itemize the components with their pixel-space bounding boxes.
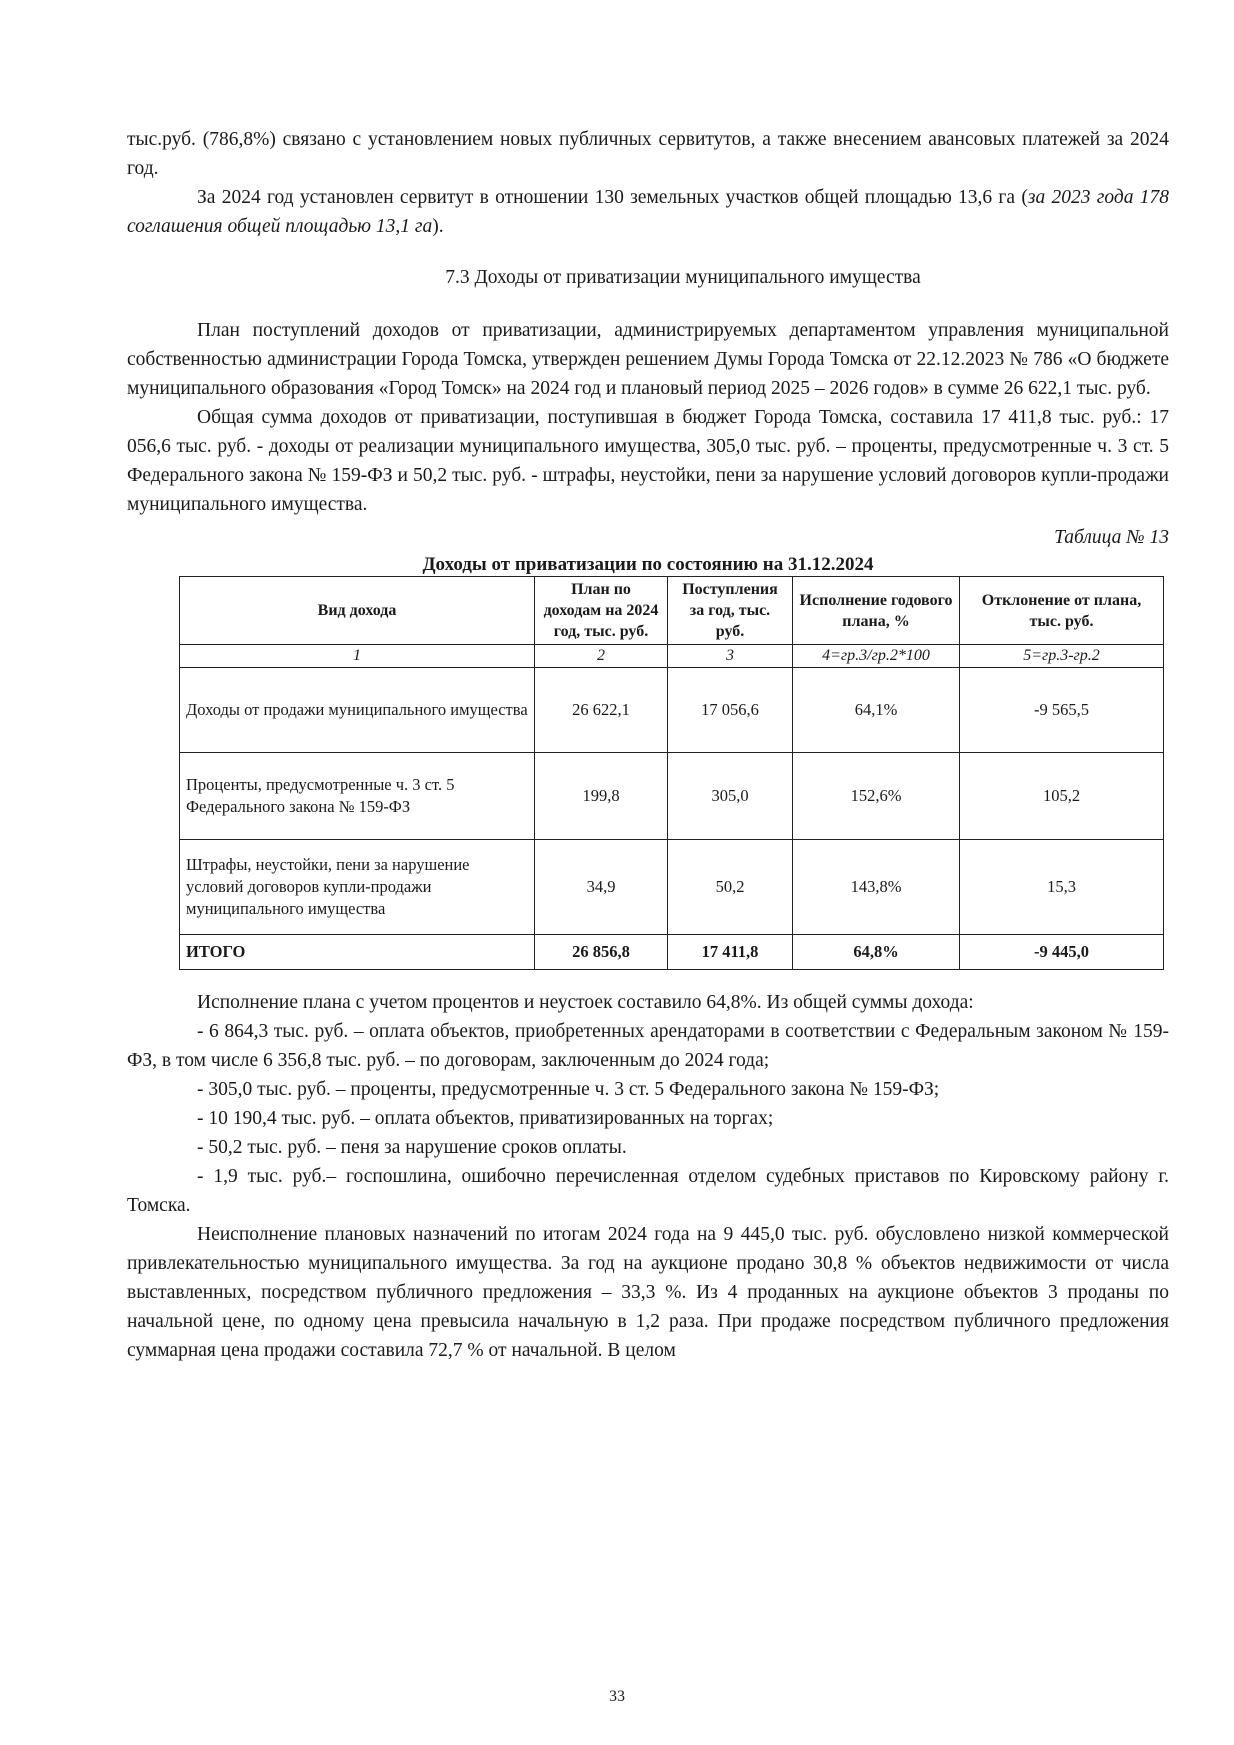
document-page [127,125,1169,1365]
row-plan: 199,8 [535,753,668,840]
row-name: Доходы от продажи муниципального имущества [180,668,535,753]
breakdown-item: - 1,9 тыс. руб.– госпошлина, ошибочно перечисленная отделом судебных приставов по Кировскому району г. Томска. [127,1166,1169,1216]
table-total-row [180,935,1164,970]
servitude-text: За 2024 год установлен сервитут в отношении 130 земельных участков общей площадью 13,6 га ( [197,187,1028,208]
row-deviation: 105,2 [960,753,1164,840]
non-execution-paragraph: Неисполнение плановых назначений по итогам 2024 года на 9 445,0 тыс. руб. обусловлено низкой коммерческой привлекательностью муниципального имущества. За год на аукционе продано 30,8 % объектов недвижимости от числа выставленных, посредством публичного предложения – 33,3 %. Из 4 проданных на аукционе объектов 3 проданы по начальной цене, по одному цена превысила начальную в 1,2 раза. При продаже посредством публичного предложения суммарная цена продажи составила 72,7 % от начальной. В целом [127,1224,1169,1361]
column-number: 5=гр.3-гр.2 [960,645,1164,668]
row-percent: 64,1% [793,668,960,753]
column-number: 4=гр.3/гр.2*100 [793,645,960,668]
header-deviation: Отклонение от плана, тыс. руб. [960,577,1164,645]
row-actual: 50,2 [668,840,793,935]
header-plan: План по доходам на 2024 год, тыс. руб. [535,577,668,645]
breakdown-item: - 10 190,4 тыс. руб. – оплата объектов, приватизированных на торгах; [197,1108,774,1129]
row-plan: 34,9 [535,840,668,935]
row-actual: 17 056,6 [668,668,793,753]
page-number: 33 [609,1688,625,1705]
total-deviation: -9 445,0 [960,935,1164,970]
row-name: Штрафы, неустойки, пени за нарушение условий договоров купли-продажи муниципального имущества [180,840,535,935]
row-deviation: 15,3 [960,840,1164,935]
privatization-income-table [179,576,1164,970]
total-income-paragraph: Общая сумма доходов от приватизации, поступившая в бюджет Города Томска, составила 17 411,8 тыс. руб.: 17 056,6 тыс. руб. - доходы от реализации муниципального имущества, 305,0 тыс. руб. – проценты, предусмотренные ч. 3 ст. 5 Федерального закона № 159-ФЗ и 50,2 тыс. руб. - штрафы, неустойки, пени за нарушение условий договоров купли-продажи муниципального имущества. [127,407,1169,515]
servitude-text-end: ). [432,216,444,237]
column-number: 2 [535,645,668,668]
breakdown-item: - 50,2 тыс. руб. – пеня за нарушение сроков оплаты. [197,1137,627,1158]
column-numbers-row [180,645,1164,668]
total-name: ИТОГО [180,935,535,970]
table-row [180,753,1164,840]
row-name: Проценты, предусмотренные ч. 3 ст. 5 Федерального закона № 159-ФЗ [180,753,535,840]
row-plan: 26 622,1 [535,668,668,753]
breakdown-item: - 6 864,3 тыс. руб. – оплата объектов, приобретенных арендаторами в соответствии с Федеральным законом № 159-ФЗ, в том числе 6 356,8 тыс. руб. – по договорам, заключенным до 2024 года; [127,1021,1169,1071]
row-actual: 305,0 [668,753,793,840]
table-row [180,840,1164,935]
intro-paragraph: тыс.руб. (786,8%) связано с установлением новых публичных сервитутов, а также внесением авансовых платежей за 2024 год. [127,129,1169,179]
header-income-type: Вид дохода [180,577,535,645]
row-percent: 152,6% [793,753,960,840]
table-header-row [180,577,1164,645]
servitude-italic-text: за 2023 года 178 соглашения общей площадью 13,1 га [127,187,1169,237]
plan-paragraph: План поступлений доходов от приватизации, администрируемых департаментом управления муниципальной собственностью администрации Города Томска, утвержден решением Думы Города Томска от 22.12.2023 № 786 «О бюджете муниципального образования «Город Томск» на 2024 год и плановый период 2025 – 2026 годов» в сумме 26 622,1 тыс. руб. [127,320,1169,399]
column-number: 1 [180,645,535,668]
table-caption: Таблица № 13 [1054,527,1169,548]
header-actual: Поступления за год, тыс. руб. [668,577,793,645]
total-actual: 17 411,8 [668,935,793,970]
servitude-paragraph [127,183,1169,241]
row-deviation: -9 565,5 [960,668,1164,753]
row-percent: 143,8% [793,840,960,935]
total-plan: 26 856,8 [535,935,668,970]
section-heading: 7.3 Доходы от приватизации муниципального имущества [445,267,921,288]
column-number: 3 [668,645,793,668]
breakdown-item: - 305,0 тыс. руб. – проценты, предусмотренные ч. 3 ст. 5 Федерального закона № 159-ФЗ; [197,1079,940,1100]
execution-paragraph: Исполнение плана с учетом процентов и неустоек составило 64,8%. Из общей суммы дохода: [197,992,974,1013]
total-percent: 64,8% [793,935,960,970]
table-row [180,668,1164,753]
table-title: Доходы от приватизации по состоянию на 31.12.2024 [422,554,874,575]
header-percent: Исполнение годового плана, % [793,577,960,645]
